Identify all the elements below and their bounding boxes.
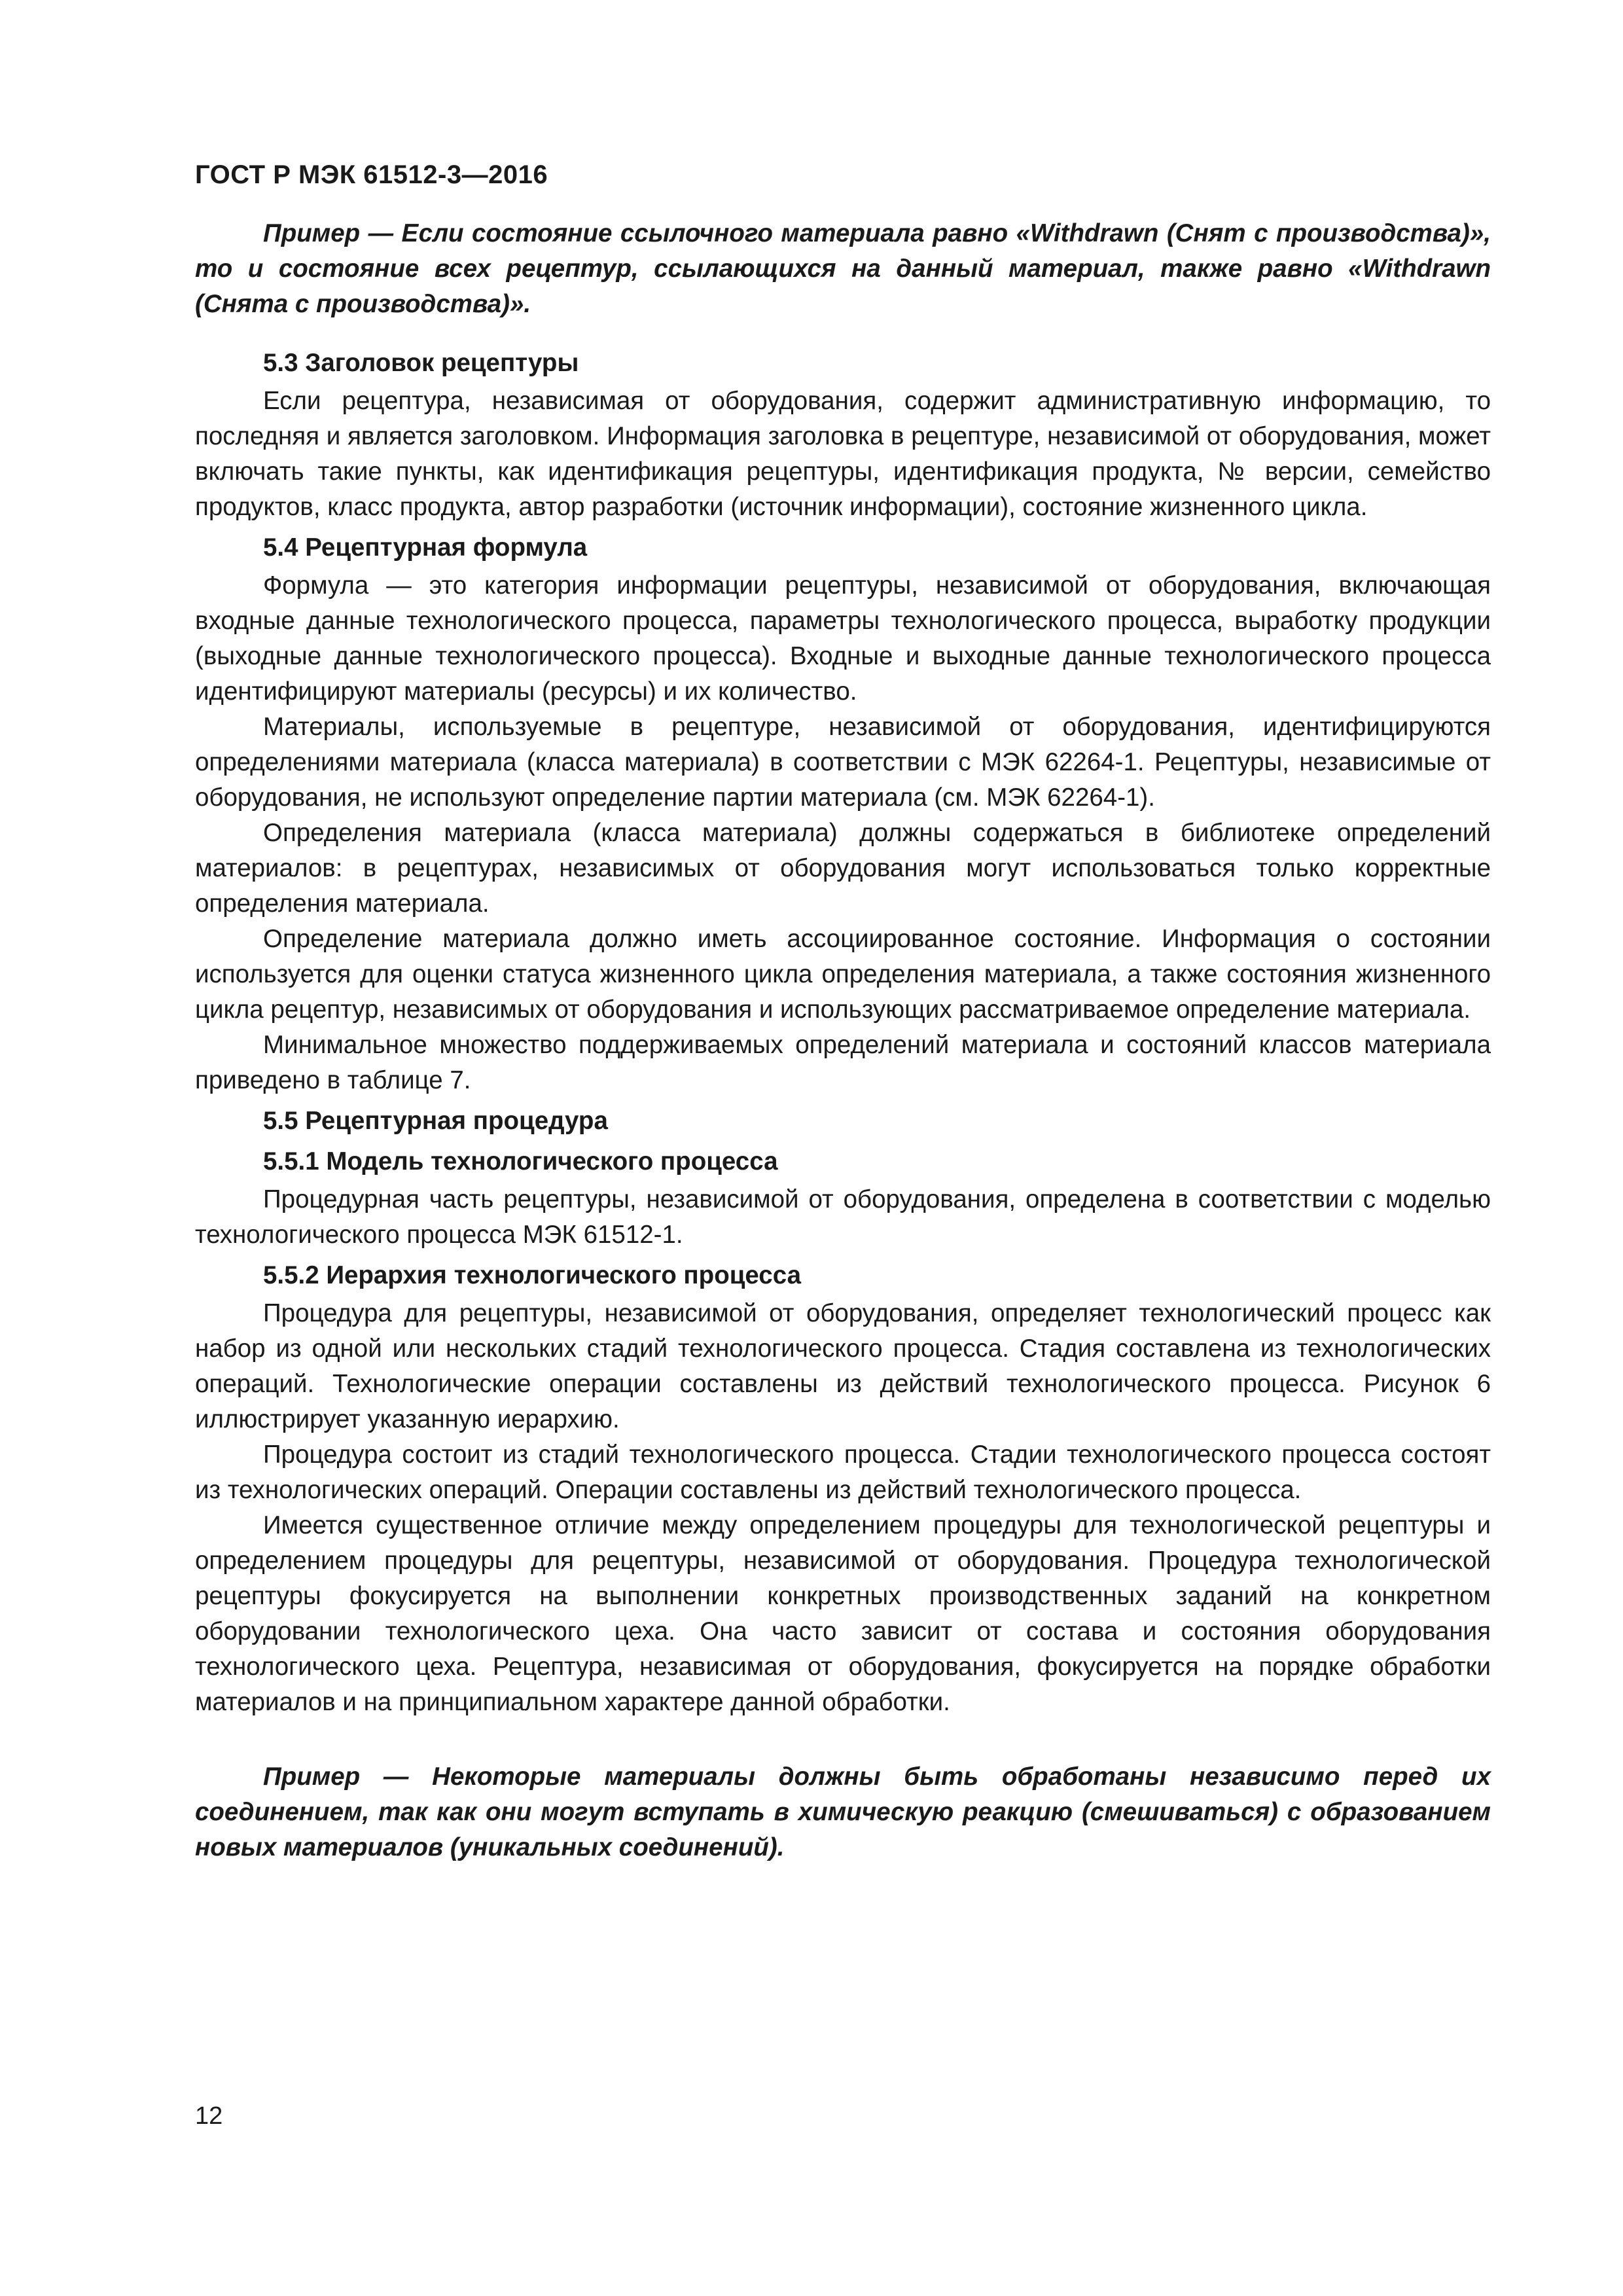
document-body	[195, 216, 1491, 1865]
document-header: ГОСТ Р МЭК 61512-3—2016	[195, 160, 548, 189]
section-heading-5-4: 5.4 Рецептурная формула	[263, 533, 588, 562]
section-heading-5-5-2: 5.5.2 Иерархия технологического процесса	[263, 1261, 801, 1289]
paragraph: Определения материала (класса материала) должны содержаться в библиотеке определений материалов: в рецептурах, независимых от оборудования могут использоваться только корректные определения материала.	[195, 819, 1491, 918]
paragraph: Процедурная часть рецептуры, независимой от оборудования, определена в соответствии с моделью технологического процесса МЭК 61512-1.	[195, 1185, 1491, 1249]
section-heading-5-3: 5.3 Заголовок рецептуры	[263, 349, 579, 377]
paragraph: Процедура для рецептуры, независимой от оборудования, определяет технологический процесс как набор из одной или нескольких стадий технологического процесса. Стадия составлена из технологических операций. Технологические операции составлены из действий технологического процесса. Рисунок 6 иллюстрирует указанную иерархию.	[195, 1299, 1491, 1433]
paragraph: Имеется существенное отличие между определением процедуры для технологической рецептуры и определением процедуры для рецептуры, независимой от оборудования. Процедура технологической рецептуры фокусируется на выполнении конкретных производственных заданий на конкретном оборудовании технологического цеха. Она часто зависит от состава и состояния оборудования технологического цеха. Рецептура, независимая от оборудования, фокусируется на порядке обработки материалов и на принципиальном характере данной обработки.	[195, 1511, 1491, 1716]
paragraph: Если рецептура, независимая от оборудования, содержит административную информацию, то последняя и является заголовком. Информация заголовка в рецептуре, независимой от оборудования, может включать такие пункты, как идентификация рецептуры, идентификация продукта, № версии, семейство продуктов, класс продукта, автор разработки (источник информации), состояние жизненного цикла.	[195, 387, 1491, 521]
paragraph: Процедура состоит из стадий технологического процесса. Стадии технологического процесса состоят из технологических операций. Операции составлены из действий технологического процесса.	[195, 1441, 1491, 1504]
section-heading-5-5-1: 5.5.1 Модель технологического процесса	[263, 1147, 778, 1175]
paragraph: Определение материала должно иметь ассоциированное состояние. Информация о состоянии используется для оценки статуса жизненного цикла определения материала, а также состояния жизненного цикла рецептур, независимых от оборудования и использующих рассматриваемое определение материала.	[195, 925, 1491, 1024]
page-number: 12	[195, 2102, 223, 2130]
example-note: Пример — Если состояние ссылочного материала равно «Withdrawn (Снят с производства)», то и состояние всех рецептур, ссылающихся на данный материал, также равно «Withdrawn (Снята с производства)».	[195, 219, 1491, 318]
paragraph: Минимальное множество поддерживаемых определений материала и состояний классов материала приведено в таблице 7.	[195, 1031, 1491, 1094]
example-note: Пример — Некоторые материалы должны быть обработаны независимо перед их соединением, так как они могут вступать в химическую реакцию (смешиваться) с образованием новых материалов (уникальных соединений).	[195, 1763, 1491, 1861]
paragraph: Материалы, используемые в рецептуре, независимой от оборудования, идентифицируются определениями материала (класса материала) в соответствии с МЭК 62264-1. Рецептуры, независимые от оборудования, не используют определение партии материала (см. МЭК 62264-1).	[195, 713, 1491, 812]
paragraph: Формула — это категория информации рецептуры, независимой от оборудования, включающая входные данные технологического процесса, параметры технологического процесса, выработку продукции (выходные данные технологического процесса). Входные и выходные данные технологического процесса идентифицируют материалы (ресурсы) и их количество.	[195, 571, 1491, 706]
section-heading-5-5: 5.5 Рецептурная процедура	[263, 1107, 608, 1135]
